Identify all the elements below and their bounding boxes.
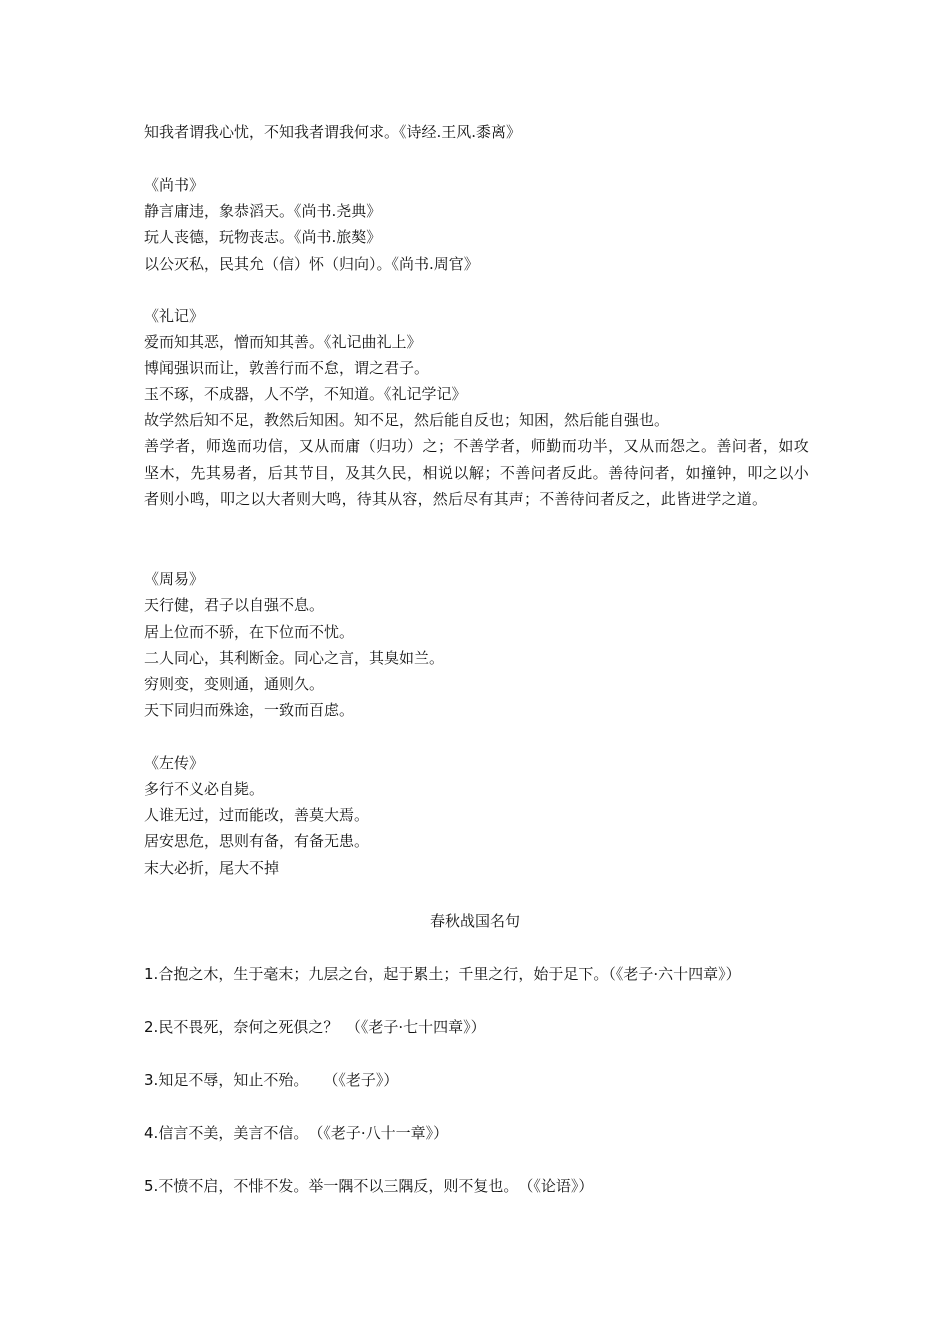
zuozhuan-line: 多行不义必自毙。: [144, 780, 265, 798]
zuozhuan-heading: 《左传》: [144, 754, 205, 772]
zhouyi-line: 二人同心，其利断金。同心之言，其臭如兰。: [144, 649, 445, 667]
quote-number: 5.: [144, 1177, 159, 1195]
liji-line: 博闻强识而让，敦善行而不怠，谓之君子。: [144, 359, 430, 377]
quote-text: 合抱之木，生于毫末；九层之台，起于累土；千里之行，始于足下。（《老子·六十四章》）: [158, 965, 741, 983]
zuozhuan-line: 居安思危，思则有备，有备无患。: [144, 832, 370, 850]
zhouyi-heading: 《周易》: [144, 570, 205, 588]
liji-line: 故学然后知不足，教然后知困。知不足，然后能自反也；知困，然后能自强也。: [144, 411, 670, 429]
zhouyi-line: 天行健，君子以自强不息。: [144, 596, 325, 614]
shijing-quote: 知我者谓我心忧，不知我者谓我何求。《诗经.王风.黍离》: [144, 123, 522, 141]
quote-text: 民不畏死，奈何之死俱之？ （《老子·七十四章》）: [158, 1018, 486, 1036]
liji-heading: 《礼记》: [144, 307, 205, 325]
quote-number: 2.: [144, 1018, 159, 1036]
shangshu-heading: 《尚书》: [144, 176, 205, 194]
liji-line: 爱而知其恶，憎而知其善。《礼记曲礼上》: [144, 333, 422, 351]
quote-item: [144, 1070, 398, 1090]
section-title: 春秋战国名句: [429, 912, 520, 930]
quote-number: 1.: [144, 965, 159, 983]
quote-text: 知足不辱，知止不殆。 （《老子》）: [158, 1071, 399, 1089]
shangshu-line: 以公灭私，民其允（信）怀（归向）。《尚书.周官》: [144, 255, 479, 273]
quote-item: [144, 964, 741, 984]
zuozhuan-line: 人谁无过，过而能改，善莫大焉。: [144, 806, 370, 824]
quote-item: [144, 1017, 486, 1037]
quote-text: 信言不美，美言不信。 （《老子·八十一章》）: [158, 1124, 449, 1142]
quote-item: [144, 1123, 448, 1143]
zhouyi-line: 穷则变，变则通，通则久。: [144, 675, 325, 693]
quote-item: [144, 1176, 593, 1196]
quote-text: 不愤不启，不悱不发。举一隅不以三隅反，则不复也。 （《论语》）: [158, 1177, 594, 1195]
shangshu-line: 玩人丧德，玩物丧志。《尚书.旅獒》: [144, 228, 382, 246]
quote-number: 4.: [144, 1124, 159, 1142]
shangshu-line: 静言庸违，象恭滔天。《尚书.尧典》: [144, 202, 382, 220]
zhouyi-line: 天下同归而殊途，一致而百虑。: [144, 701, 355, 719]
zhouyi-line: 居上位而不骄，在下位而不忧。: [144, 623, 355, 641]
zuozhuan-line: 末大必折，尾大不掉: [144, 859, 280, 877]
quote-number: 3.: [144, 1071, 159, 1089]
liji-line: 玉不琢，不成器，人不学，不知道。《礼记学记》: [144, 385, 467, 403]
liji-paragraph: 善学者，师逸而功信，又从而庸（归功）之；不善学者，师勤而功半，又从而怨之。善问者，如攻坚木，先其易者，后其节目，及其久民，相说以解；不善问者反此。善待问者，如撞钟，叩之以小者则小鸣，叩之以大者则大鸣，待其从容，然后尽有其声；不善待问者反之，此皆进学之道。: [144, 437, 809, 508]
